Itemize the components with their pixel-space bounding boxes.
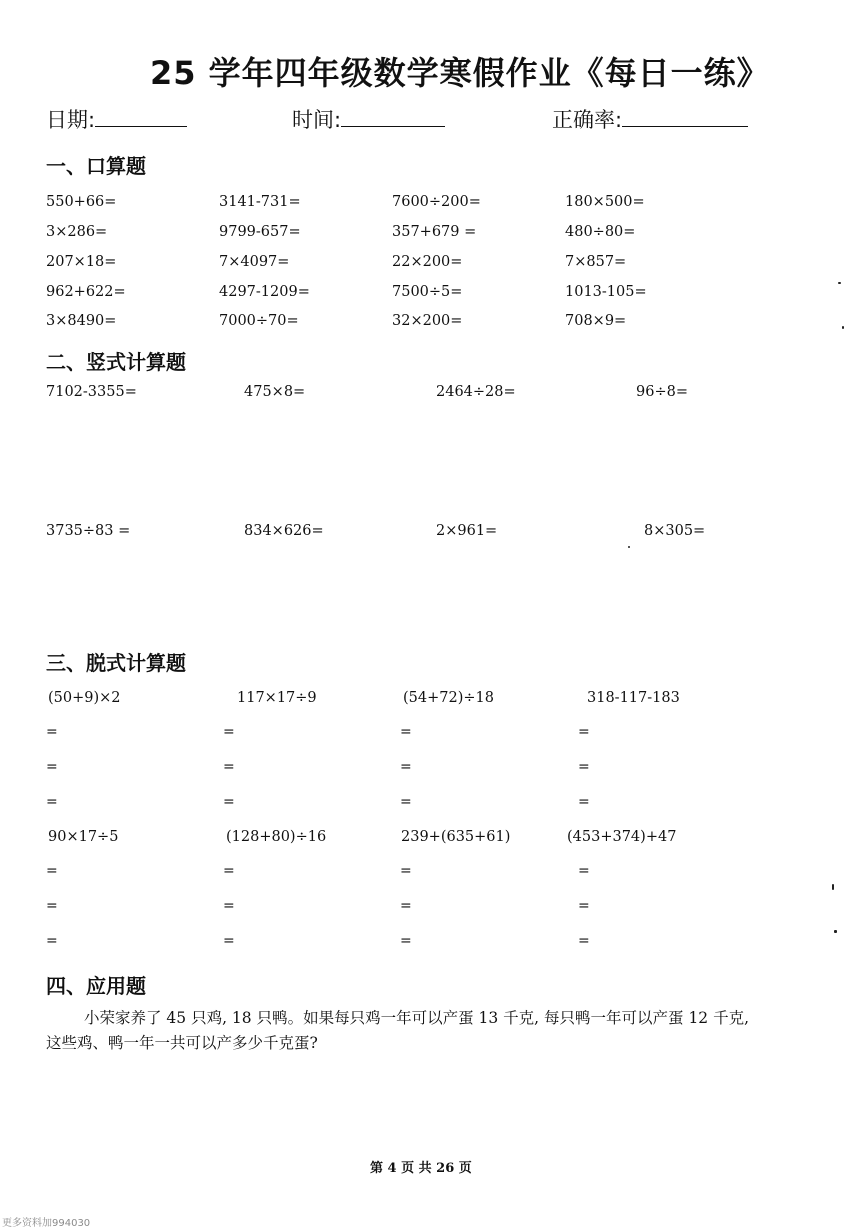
oral-problem: 7500÷5= (392, 284, 463, 300)
equals-sign: = (223, 724, 235, 740)
equals-sign: = (400, 759, 412, 775)
equals-sign: = (578, 759, 590, 775)
stepwise-problem: 318-117-183 (587, 690, 680, 706)
page-number: 第 4 页 共 26 页 (370, 1161, 472, 1176)
scan-speck (834, 930, 837, 933)
oral-problem: 708×9= (565, 313, 627, 329)
stepwise-problem: (453+374)+47 (567, 829, 677, 845)
oral-problem: 357+679 = (392, 224, 477, 240)
date-blank[interactable] (95, 108, 187, 127)
equals-sign: = (578, 863, 590, 879)
equals-sign: = (46, 724, 58, 740)
oral-problem: 480÷80= (565, 224, 636, 240)
equals-sign: = (578, 794, 590, 810)
time-field (292, 104, 445, 134)
vertical-problem: 7102-3355= (46, 384, 137, 400)
oral-problem: 1013-105= (565, 284, 647, 300)
oral-problem: 7×4097= (219, 254, 290, 270)
vertical-problem: 96÷8= (636, 384, 688, 400)
equals-sign: = (46, 898, 58, 914)
date-label: 日期: (46, 108, 96, 132)
date-field (46, 104, 187, 134)
oral-problem: 7×857= (565, 254, 627, 270)
vertical-problem: 3735÷83 = (46, 523, 131, 539)
page-title: 25 学年四年级数学寒假作业《每日一练》 (150, 54, 770, 92)
equals-sign: = (223, 933, 235, 949)
section-heading-stepwise: 三、脱式计算题 (46, 651, 186, 675)
section-heading-oral: 一、口算题 (46, 154, 146, 178)
stepwise-problem: (128+80)÷16 (226, 829, 327, 845)
equals-sign: = (223, 863, 235, 879)
oral-problem: 3×8490= (46, 313, 117, 329)
oral-problem: 3×286= (46, 224, 108, 240)
stepwise-problem: 90×17÷5 (48, 829, 119, 845)
oral-problem: 7600÷200= (392, 194, 481, 210)
stepwise-problem: (54+72)÷18 (403, 690, 494, 706)
equals-sign: = (223, 759, 235, 775)
vertical-problem: 8×305= (644, 523, 706, 539)
oral-problem: 207×18= (46, 254, 117, 270)
accuracy-field (552, 104, 748, 134)
equals-sign: = (578, 933, 590, 949)
stepwise-problem: (50+9)×2 (48, 690, 121, 706)
equals-sign: = (400, 724, 412, 740)
oral-problem: 22×200= (392, 254, 463, 270)
vertical-problem: 2464÷28= (436, 384, 516, 400)
scan-speck (832, 884, 834, 890)
equals-sign: = (400, 933, 412, 949)
stepwise-problem: 117×17÷9 (237, 690, 317, 706)
oral-problem: 962+622= (46, 284, 126, 300)
oral-problem: 4297-1209= (219, 284, 310, 300)
equals-sign: = (578, 898, 590, 914)
vertical-problem: 834×626= (244, 523, 324, 539)
oral-problem: 180×500= (565, 194, 645, 210)
vertical-problem: 2×961= (436, 523, 498, 539)
word-problem-line-1: 小荣家养了 45 只鸡, 18 只鸭。如果每只鸡一年可以产蛋 13 千克, 每只鸭一年可以产蛋 12 千克, (84, 1009, 750, 1027)
watermark-text: 更多资料加994030 (2, 1218, 91, 1229)
stepwise-problem: 239+(635+61) (401, 829, 511, 845)
word-problem-line-2: 这些鸡、鸭一年一共可以产多少千克蛋? (46, 1034, 318, 1052)
accuracy-label: 正确率: (552, 108, 623, 132)
section-heading-application: 四、应用题 (46, 974, 146, 998)
equals-sign: = (223, 794, 235, 810)
oral-problem: 3141-731= (219, 194, 301, 210)
oral-problem: 7000÷70= (219, 313, 299, 329)
scan-speck (842, 326, 844, 329)
equals-sign: = (400, 863, 412, 879)
equals-sign: = (46, 794, 58, 810)
time-blank[interactable] (341, 108, 445, 127)
equals-sign: = (578, 724, 590, 740)
equals-sign: = (46, 933, 58, 949)
oral-problem: 9799-657= (219, 224, 301, 240)
oral-problem: 32×200= (392, 313, 463, 329)
equals-sign: = (400, 898, 412, 914)
oral-problem: 550+66= (46, 194, 117, 210)
equals-sign: = (223, 898, 235, 914)
equals-sign: = (46, 863, 58, 879)
scan-speck (838, 282, 841, 284)
scan-speck (628, 546, 630, 548)
equals-sign: = (46, 759, 58, 775)
equals-sign: = (400, 794, 412, 810)
time-label: 时间: (292, 108, 342, 132)
vertical-problem: 475×8= (244, 384, 306, 400)
section-heading-vertical: 二、竖式计算题 (46, 350, 186, 374)
accuracy-blank[interactable] (622, 108, 748, 127)
